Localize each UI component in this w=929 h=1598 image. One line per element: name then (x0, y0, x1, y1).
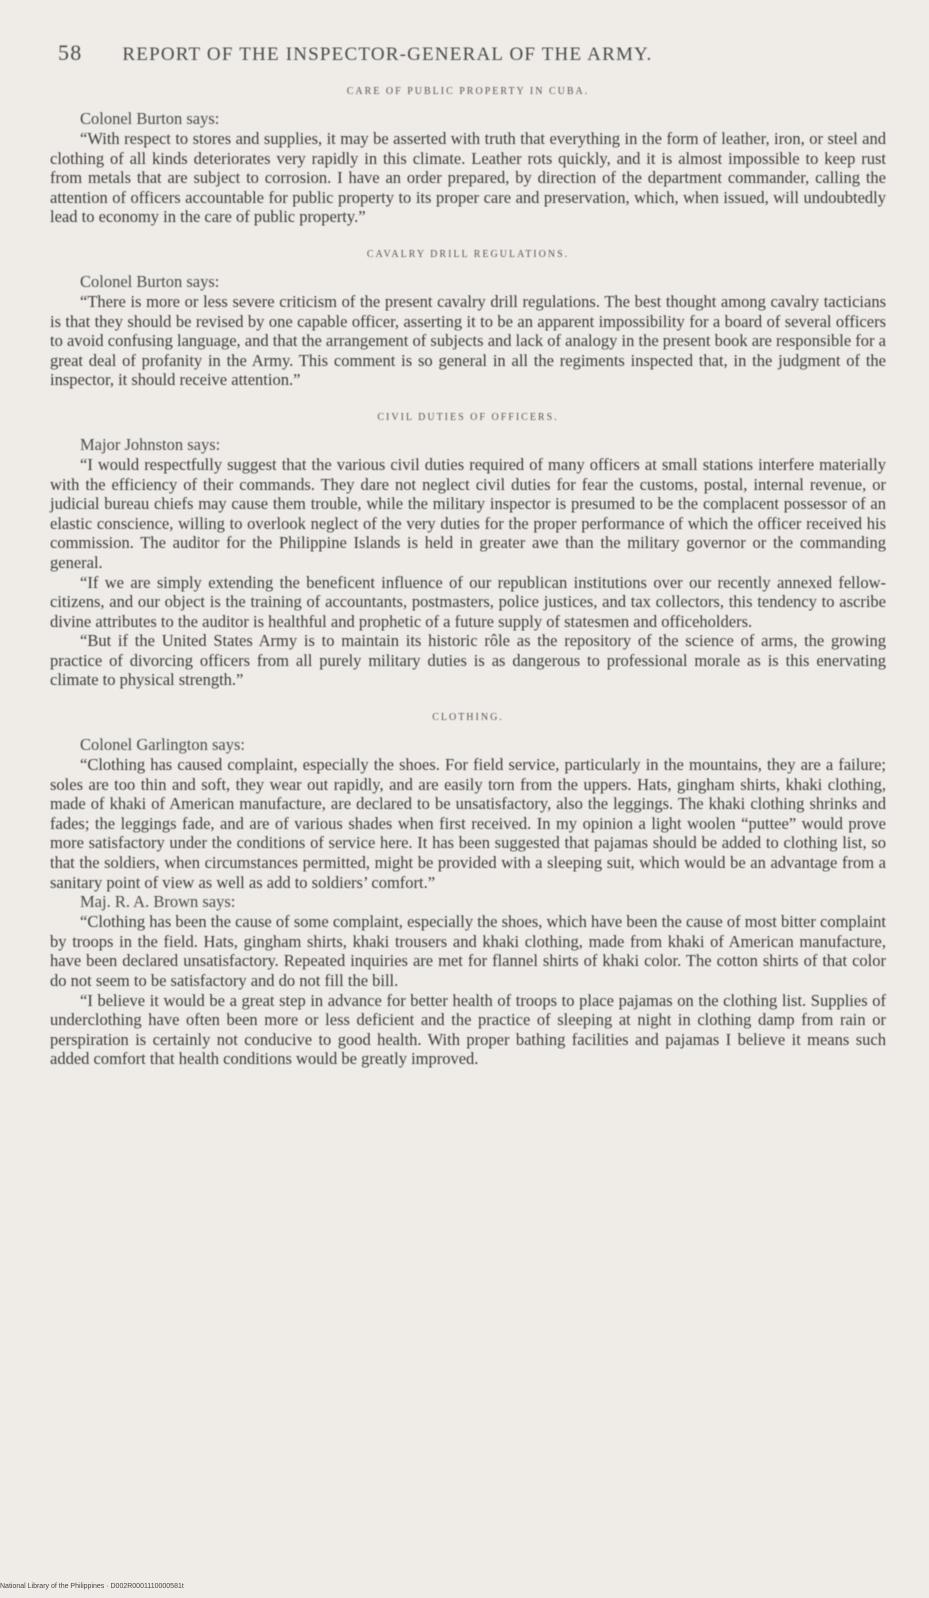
quoted-paragraph: “Clothing has caused complaint, especially the shoes. For field service, particularly in the mountains, they are a failure; soles are too thin and soft, they wear out rapidly, and are easily torn from the uppers. Hats, gingham shirts, khaki clothing, made of khaki of American manufacture, are declared to be unsatisfactory, also the leggings. The khaki clothing shrinks and fades; the leggings fade, and are of various shades when first received. In my opinion a light woolen “puttee” would prove more satisfactory under the conditions of service here. It has been suggested that pajamas should be added to clothing list, so that the soldiers, when circumstances permitted, might be provided with a sleeping suit, which would be an advantage from a sanitary point of view as well as add to soldiers’ comfort.” (50, 755, 886, 892)
speaker-attribution: Major Johnston says: (80, 434, 221, 454)
quoted-paragraph: “Clothing has been the cause of some complaint, especially the shoes, which have been the cause of most bitter complaint by troops in the field. Hats, gingham shirts, khaki trousers and khaki clothing, made from khaki of American manufacture, have been declared unsatisfactory. Repeated inquiries are met for flannel shirts of khaki color. The cotton shirts of that color do not seem to be satisfactory and do not fill the bill. (50, 912, 886, 990)
quoted-paragraph: “I believe it would be a great step in advance for better health of troops to place pajamas on the clothing list. Supplies of underclothing have often been more or less deficient and the practice of sleeping at night in clothing damp from rain or perspiration is certainly not conducive to good health. With proper bathing facilities and pajamas I believe it means such added comfort that health conditions would be greatly improved. (50, 990, 886, 1069)
speaker-attribution: Maj. R. A. Brown says: (80, 892, 236, 912)
section-title: CIVIL DUTIES OF OFFICERS. (377, 411, 559, 423)
sections-container (50, 86, 886, 1069)
page-content (50, 40, 886, 1069)
section-title: CAVALRY DRILL REGULATIONS. (366, 248, 570, 260)
section-title: CLOTHING. (432, 712, 504, 724)
speaker-attribution: Colonel Burton says: (80, 271, 220, 291)
quoted-paragraph: “If we are simply extending the beneficent influence of our republican institutions over our recently annexed fellow-citizens, and our object is the training of accountants, postmasters, police justices, and tax collectors, this tendency to ascribe divine attributes to the auditor is healthful and prophetic of a future supply of statesmen and officeholders. (50, 572, 886, 631)
section-title: CARE OF PUBLIC PROPERTY IN CUBA. (346, 86, 590, 97)
running-title: REPORT OF THE INSPECTOR-GENERAL OF THE ARMY. (122, 44, 653, 65)
speaker-attribution: Colonel Garlington says: (80, 735, 245, 755)
page-header (50, 40, 886, 66)
quoted-paragraph: “There is more or less severe criticism of the present cavalry drill regulations. The best thought among cavalry tacticians is that they should be revised by one capable officer, asserting it to be an apparent impossibility for a board of several officers to avoid confusing language, and that the arrangement of subjects and lack of analogy in the present book are responsible for a great deal of profanity in the Army. This comment is so general in all the regiments inspected that, in the judgment of the inspector, it should receive attention.” (50, 291, 886, 390)
speaker-attribution: Colonel Burton says: (80, 109, 220, 128)
page-number: 58 (58, 40, 83, 65)
quoted-paragraph: “I would respectfully suggest that the various civil duties required of many officers at small stations interfere materially with the efficiency of their commands. They dare not neglect civil duties for fear the customs, postal, internal revenue, or judicial bureau chiefs may cause them trouble, while the military inspector is presumed to be the complacent possessor of an elastic conscience, willing to overlook neglect of the very duties for the proper performance of which the officer received his commission. The auditor for the Philippine Islands is held in greater awe than the military governor or the commanding general. (50, 454, 886, 572)
quoted-paragraph: “With respect to stores and supplies, it may be asserted with truth that everything in the form of leather, iron, or steel and clothing of all kinds deteriorates very rapidly in this climate. Leather rots quickly, and it is almost impossible to keep rust from metals that are subject to corrosion. I have an order prepared, by direction of the department commander, calling the attention of officers accountable for public property to its proper care and preservation, which, when issued, will undoubtedly lead to economy in the care of public property.” (50, 129, 886, 227)
quoted-paragraph: “But if the United States Army is to maintain its historic rôle as the repository of the science of arms, the growing practice of divorcing officers from all purely military duties is as dangerous to professional morale as is this enervating climate to physical strength.” (50, 631, 886, 690)
page-footer: National Library of the Philippines · D002R0001110000581t (0, 1583, 184, 1590)
